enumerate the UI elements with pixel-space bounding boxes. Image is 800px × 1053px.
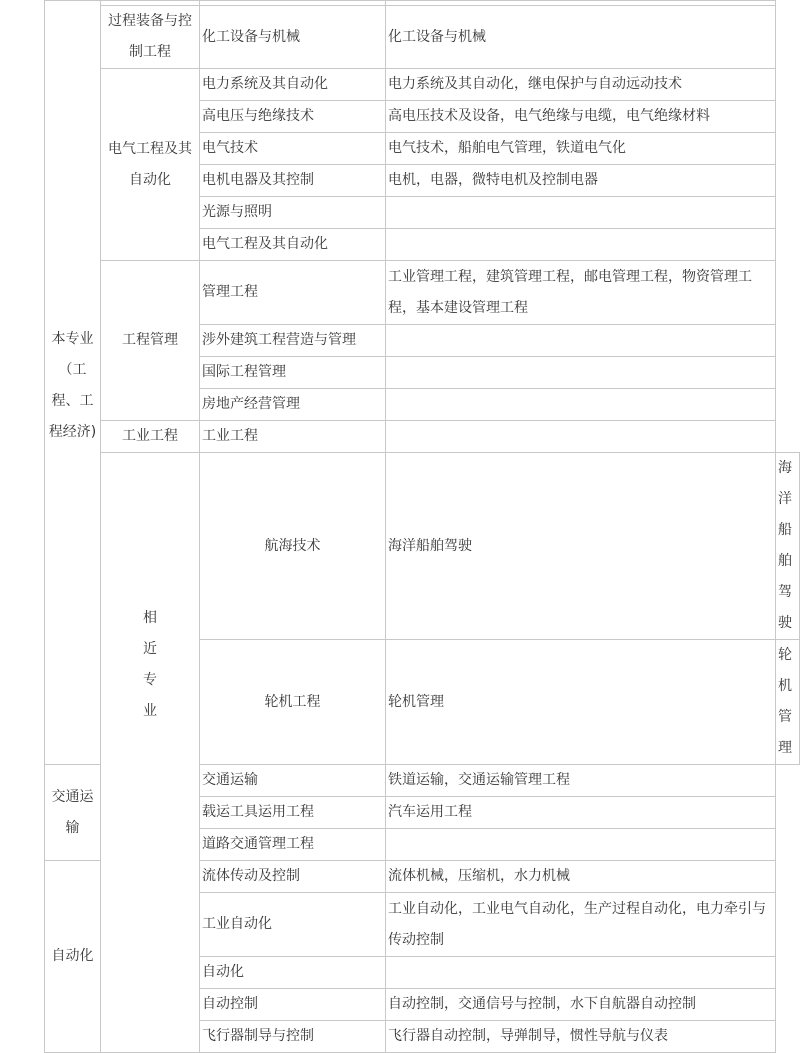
- group-cell: 工业工程: [101, 421, 200, 453]
- old-major-cell: 电气技术，船舶电气管理，铁道电气化: [386, 133, 776, 165]
- major-cell: 载运工具运用工程: [200, 797, 386, 829]
- major-cell: 自动化: [200, 957, 386, 989]
- major-comparison-table: [44, 0, 800, 1053]
- major-cell: 电机电器及其控制: [200, 165, 386, 197]
- category-cell: [45, 1, 101, 765]
- old-major-cell: 工业管理工程，建筑管理工程，邮电管理工程，物资管理工程，基本建设管理工程: [386, 261, 776, 325]
- major-cell: 流体传动及控制: [200, 861, 386, 893]
- old-major-cell: 高电压技术及设备，电气绝缘与电缆，电气绝缘材料: [386, 101, 776, 133]
- major-cell: 光源与照明: [200, 197, 386, 229]
- table-row: [45, 69, 800, 101]
- table-row: [45, 261, 800, 325]
- group-cell: 工程管理: [101, 261, 200, 421]
- old-major-cell: 电机，电器，微特电机及控制电器: [386, 165, 776, 197]
- category-cell: [101, 453, 200, 1053]
- old-major-cell: 电力系统及其自动化，继电保护与自动远动技术: [386, 69, 776, 101]
- major-cell: 房地产经营管理: [200, 389, 386, 421]
- group-cell: 航海技术: [200, 453, 386, 640]
- major-cell: 轮机管理: [386, 640, 776, 765]
- old-major-cell: 轮机管理: [776, 640, 800, 765]
- major-cell: 电气技术: [200, 133, 386, 165]
- major-cell: 高电压与绝缘技术: [200, 101, 386, 133]
- category-label: 本专业（工程、工程经济): [48, 330, 97, 440]
- major-cell: 国际工程管理: [200, 357, 386, 389]
- major-cell: 工业工程: [200, 421, 386, 453]
- major-cell: 飞行器制导与控制: [200, 1021, 386, 1053]
- table-row: [45, 453, 800, 640]
- old-major-cell: [386, 421, 776, 453]
- old-major-cell: [386, 197, 776, 229]
- old-major-cell: 自动控制，交通信号与控制，水下自航器自动控制: [386, 989, 776, 1021]
- old-major-cell: 流体机械，压缩机，水力机械: [386, 861, 776, 893]
- major-cell: 自动控制: [200, 989, 386, 1021]
- major-cell: 化工设备与机械: [200, 6, 386, 69]
- group-cell: 电气工程及其自动化: [101, 69, 200, 261]
- group-cell: 交通运输: [45, 765, 101, 861]
- group-cell: 轮机工程: [200, 640, 386, 765]
- old-major-cell: [386, 325, 776, 357]
- old-major-cell: 飞行器自动控制，导弹制导，惯性导航与仪表: [386, 1021, 776, 1053]
- old-major-cell: 汽车运用工程: [386, 797, 776, 829]
- group-cell: 过程装备与控制工程: [101, 6, 200, 69]
- old-major-cell: [386, 229, 776, 261]
- old-major-cell: [386, 389, 776, 421]
- old-major-cell: [386, 957, 776, 989]
- major-cell: 涉外建筑工程营造与管理: [200, 325, 386, 357]
- major-cell: 海洋船舶驾驶: [386, 453, 776, 640]
- old-major-cell: [386, 357, 776, 389]
- major-cell: 电力系统及其自动化: [200, 69, 386, 101]
- major-cell: 道路交通管理工程: [200, 829, 386, 861]
- group-cell: 自动化: [45, 861, 101, 1053]
- old-major-cell: 铁道运输，交通运输管理工程: [386, 765, 776, 797]
- major-cell: 工业自动化: [200, 893, 386, 957]
- major-cell: 电气工程及其自动化: [200, 229, 386, 261]
- table-row: [45, 421, 800, 453]
- category-label: 相近专业: [143, 610, 157, 719]
- table-row: [45, 6, 800, 69]
- old-major-cell: 海洋船舶驾驶: [776, 453, 800, 640]
- old-major-cell: [386, 829, 776, 861]
- major-cell: 交通运输: [200, 765, 386, 797]
- old-major-cell: 化工设备与机械: [386, 6, 776, 69]
- major-cell: 管理工程: [200, 261, 386, 325]
- old-major-cell: 工业自动化，工业电气自动化，生产过程自动化，电力牵引与传动控制: [386, 893, 776, 957]
